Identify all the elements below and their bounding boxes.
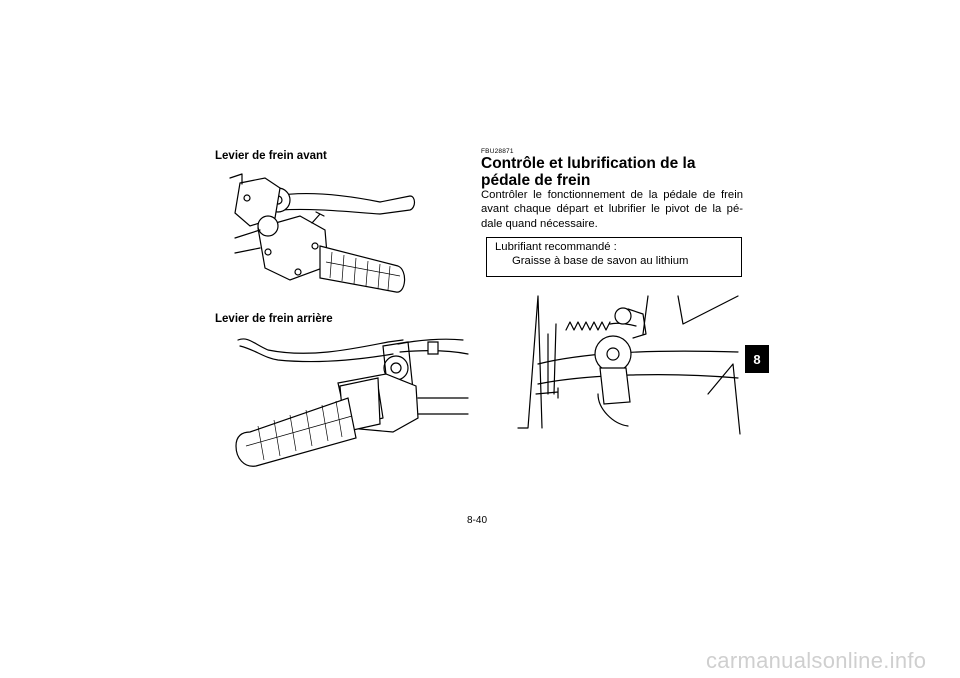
rear-brake-lever-illustration <box>228 328 478 473</box>
section-paragraph: Contrôler le fonctionnement de la pédale de frein avant chaque départ et lubrifier le pivot de la pé-dale quand nécessaire. <box>481 189 743 230</box>
brake-pedal-illustration <box>518 294 743 434</box>
watermark: carmanualsonline.info <box>706 648 927 673</box>
section-title: Contrôle et lubrification de la pédale de frein <box>481 155 696 189</box>
front-brake-heading: Levier de frein avant <box>215 150 327 162</box>
front-brake-lever-illustration <box>220 168 420 303</box>
lubricant-box <box>486 237 742 277</box>
chapter-tab[interactable]: 8 <box>745 345 769 373</box>
page-number: 8-40 <box>467 515 488 526</box>
section-code: FBU28871 <box>481 148 514 155</box>
rear-brake-heading: Levier de frein arrière <box>215 313 333 325</box>
lubricant-label: Lubrifiant recommandé : <box>495 241 617 253</box>
lubricant-value: Graisse à base de savon au lithium <box>512 255 689 267</box>
